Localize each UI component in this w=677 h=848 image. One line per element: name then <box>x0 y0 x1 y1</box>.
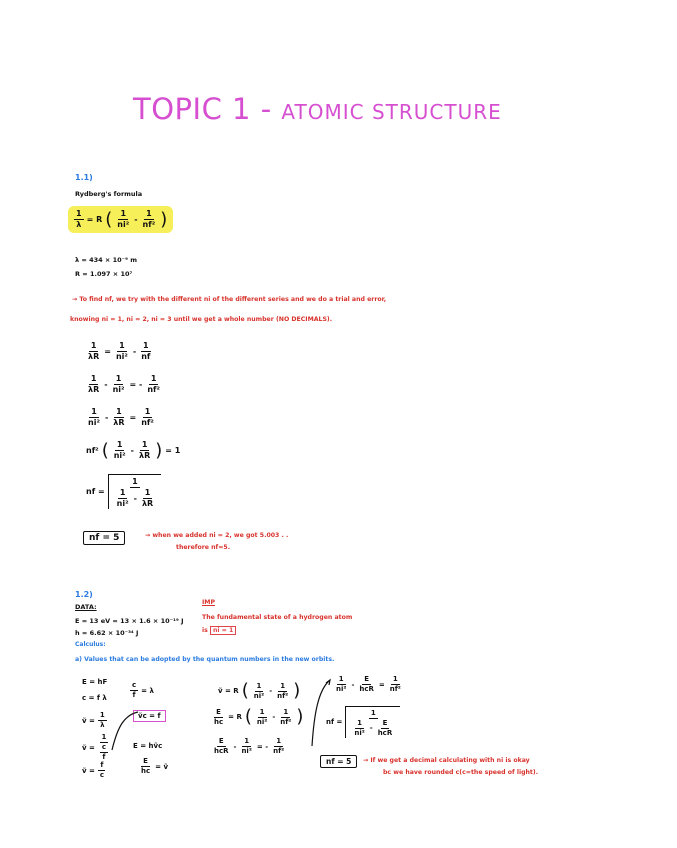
frac-den: ni² <box>113 451 126 460</box>
col2-row-2: $\frac{E}{hc}$ = R ( $\frac{1}{\text{ni²}}$ - $\frac{1}{\text{nf²}}$ ) <box>214 706 304 727</box>
frac-num: 1 <box>146 209 152 218</box>
equals-minus: = - <box>129 380 143 389</box>
frac-num: 1 <box>283 707 289 716</box>
frac-num: f <box>100 761 104 769</box>
frac-den: λR <box>88 352 100 361</box>
rydberg-label: Rydberg's formula <box>75 190 143 198</box>
frac-num: E <box>143 757 148 765</box>
minus: - <box>233 742 237 751</box>
frac-num: 1 <box>119 488 126 497</box>
frac-num: 1 <box>115 374 122 383</box>
frac-num: 1 <box>143 341 149 350</box>
col2-row-1: ṽ = R ( $\frac{1}{\text{ni²}}$ - $\frac{1}{\text{nf²}}$ ) <box>218 680 301 701</box>
frac-den: ni² <box>88 418 100 427</box>
nf-equals: nf = <box>326 718 343 726</box>
frac-den: c <box>99 771 105 779</box>
v-equals: ṽ = <box>82 766 95 775</box>
minus: - <box>132 347 137 356</box>
vc-equals-f-box: ṽc = f <box>133 710 166 722</box>
equals: = <box>104 347 111 356</box>
frac-den: ni² <box>241 747 252 755</box>
minus: - <box>369 724 373 732</box>
rydberg-formula: $\frac{1}{\lambda}$ = R ( $\frac{1}{\text{ni²}}$ - $\frac{1}{\text{nf²}}$ ) <box>68 206 173 233</box>
frac-num: 1 <box>150 374 157 383</box>
data-planck: h = 6.62 × 10⁻³⁴ J <box>75 629 139 637</box>
minus: - <box>104 380 108 389</box>
frac-num: 1 <box>116 440 123 449</box>
frac-num: 1 <box>141 440 148 449</box>
calculus-label: Calculus: <box>75 641 106 648</box>
frac-den: λR <box>139 451 151 460</box>
equals: = <box>378 680 385 689</box>
frac-num: c <box>101 743 107 751</box>
title-dash: - <box>251 92 282 126</box>
frac-num: 1 <box>116 407 122 416</box>
frac-num: 1 <box>144 407 151 416</box>
frac-den: nf² <box>389 685 401 693</box>
result-box-1-1: nf = 5 <box>83 531 125 545</box>
frac-num: 1 <box>276 737 282 745</box>
calculus-note: a) Values that can be adopted by the quantum numbers in the new orbits. <box>75 656 335 663</box>
frac-num: 1 <box>259 707 265 716</box>
frac-num: 1 <box>91 407 97 416</box>
frac-num: 1 <box>370 709 376 717</box>
frac-num: 1 <box>144 488 151 497</box>
frac-den: ni² <box>115 352 128 361</box>
r-constant: R = 1.097 × 10⁷ <box>75 270 133 278</box>
frac-den: hcR <box>214 747 229 755</box>
frac-den: ni² <box>336 685 347 693</box>
frac-den: hc <box>214 717 224 726</box>
minus: - <box>269 687 273 695</box>
frac-den: λR <box>141 499 154 508</box>
imp-label: IMP <box>202 599 215 606</box>
section-number-1-2: 1.2) <box>75 590 93 599</box>
frac-num: E <box>216 707 221 716</box>
frac-den: nf² <box>141 418 154 427</box>
minus: - <box>351 680 355 689</box>
curve-arrow-1 <box>112 712 138 750</box>
col1-energy: E = hF <box>82 678 108 686</box>
col1-e-hvc: E = hṽc <box>133 742 163 750</box>
frac-num: 1 <box>90 341 97 350</box>
equals-r: = R <box>86 215 103 224</box>
ground-state-box: ni = 1 <box>210 626 236 635</box>
imp-is: is <box>202 627 208 634</box>
frac-num: E <box>382 719 388 727</box>
equals-minus: = - <box>256 742 269 751</box>
frac-num: E <box>218 737 224 745</box>
frac-num: 1 <box>120 209 127 218</box>
title-main: TOPIC 1 <box>133 92 251 126</box>
frac-num: 1 <box>101 733 107 741</box>
frac-den: hc <box>141 767 151 775</box>
result-note-1-1-line-1: → when we added ni = 2, we got 5.003 . . <box>145 532 289 539</box>
minus: - <box>130 446 134 455</box>
data-energy: E = 13 eV = 13 × 1.6 × 10⁻¹⁹ J <box>75 617 184 625</box>
frac-den: ni² <box>354 729 365 737</box>
result-box-1-2: nf = 5 <box>320 755 357 768</box>
frac-den: nf² <box>273 747 285 755</box>
frac-num: 1 <box>119 341 125 350</box>
frac-num: 1 <box>392 675 398 683</box>
nf-equals: nf = <box>86 487 105 496</box>
v-equals-r: ṽ = R <box>218 687 239 695</box>
frac-num: 1 <box>99 711 105 719</box>
minus: - <box>272 713 276 721</box>
frac-den: nf² <box>147 385 161 394</box>
frac-den: f <box>132 691 136 699</box>
frac-den: ni² <box>112 385 125 394</box>
frac-den: nf² <box>277 691 289 700</box>
frac-den: f <box>102 753 106 761</box>
frac-num: 1 <box>338 675 344 683</box>
imp-line-1: The fundamental state of a hydrogen atom <box>202 614 353 621</box>
frac-den: nf² <box>142 220 156 229</box>
v-equals: ṽ = <box>82 743 95 752</box>
minus: - <box>133 493 137 503</box>
equals-lambda: = λ <box>141 686 154 695</box>
frac-den: ni² <box>256 717 268 726</box>
derivation-step-4: nf² ( $\frac{1}{\text{ni²}}$ - $\frac{1}{\lambda R}$ ) = 1 <box>86 439 181 461</box>
frac-num: 1 <box>90 374 97 383</box>
equals: = <box>129 413 137 422</box>
v-equals: ṽ = <box>82 716 95 725</box>
frac-num: 1 <box>357 719 362 727</box>
frac-num: 1 <box>244 737 250 745</box>
section-number-1-1: 1.1) <box>75 173 93 182</box>
frac-num: E <box>364 675 370 683</box>
frac-den: nf <box>141 352 151 361</box>
result-note-1-2-line-1: → If we get a decimal calculating with ni is okay <box>363 757 530 764</box>
frac-den: λR <box>113 418 125 427</box>
frac-den: ni² <box>253 691 265 700</box>
frac-den: λ <box>100 721 105 729</box>
data-label: DATA: <box>75 603 97 611</box>
result-note-1-1-line-2: therefore nf=5. <box>176 544 231 551</box>
frac-num: c <box>132 681 137 689</box>
frac-num: 1 <box>280 681 286 690</box>
frac-den: λ <box>76 220 82 229</box>
minus: - <box>104 413 109 422</box>
lambda-value: λ = 434 × 10⁻⁹ m <box>75 256 137 264</box>
trial-note-line-2: knowing ni = 1, ni = 2, ni = 3 until we get a whole number (NO DECIMALS). <box>70 316 333 323</box>
nf-squared: nf² <box>86 446 99 455</box>
frac-den: ni² <box>117 220 130 229</box>
frac-den: nf² <box>280 717 292 726</box>
frac-den: hcR <box>359 685 374 693</box>
frac-den: λR <box>88 385 100 394</box>
title-sub: ATOMIC STRUCTURE <box>281 100 502 124</box>
frac-num: 1 <box>132 477 138 486</box>
trial-note-line-1: → To find nf, we try with the different ni of the different series and we do a trial and error, <box>72 296 387 303</box>
minus: - <box>134 215 138 224</box>
frac-den: hcR <box>377 729 393 737</box>
col1-speed: c = f λ <box>82 694 107 702</box>
frac-num: 1 <box>76 209 82 218</box>
frac-num: 1 <box>256 681 262 690</box>
equals-v: = ṽ <box>155 762 169 771</box>
frac-den: ni² <box>116 499 129 508</box>
equals-one: = 1 <box>165 446 181 455</box>
result-note-1-2-line-2: bc we have rounded c(c=the speed of light). <box>383 769 539 776</box>
equals-r: = R <box>228 713 242 721</box>
curve-arrow-2 <box>312 680 330 746</box>
